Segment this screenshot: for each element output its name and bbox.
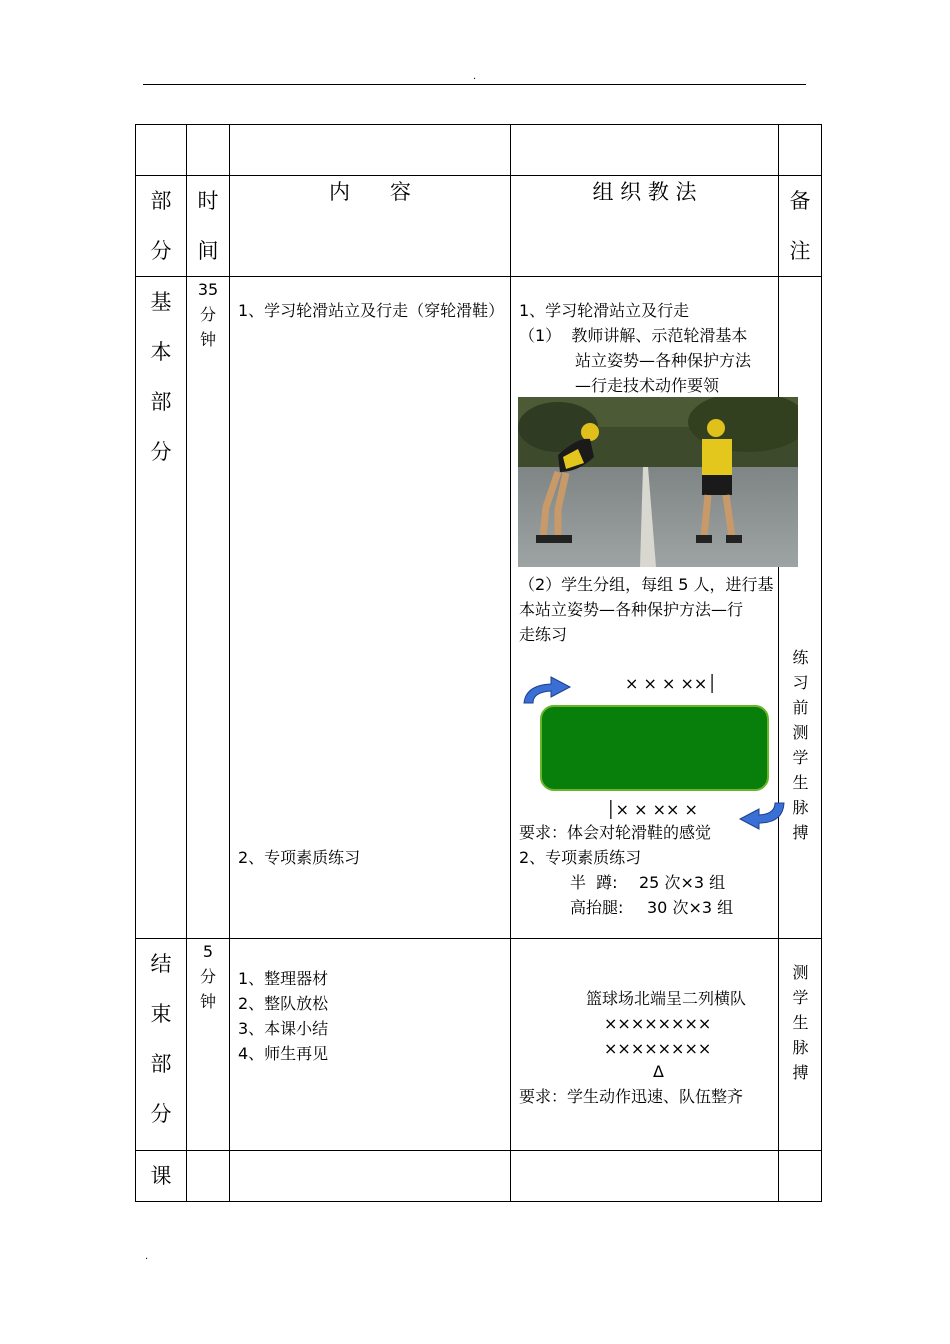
header-part [136, 176, 186, 276]
lesson-plan-table [135, 124, 822, 1202]
basic-time-char: 分 [199, 305, 216, 324]
basic-part-char: 基 [150, 290, 172, 314]
ending-part-char: 结 [150, 952, 172, 976]
drill-1-value: 25 次×3 组 [639, 873, 726, 892]
basic-content-item: 1、学习轮滑站立及行走（穿轮滑鞋） [238, 301, 505, 320]
drill-title: 2、专项素质练习 [519, 848, 642, 867]
last-row [136, 1151, 822, 1202]
note-char: 脉 [792, 1038, 809, 1057]
skaters-photo-drawing [518, 397, 798, 567]
header-time-char: 时 [197, 189, 219, 213]
ending-note-text [779, 960, 822, 1085]
ending-item: 4、师生再见 [238, 1044, 329, 1063]
header-note-char: 注 [789, 239, 811, 263]
basic-time [187, 277, 229, 352]
note-char: 学 [792, 748, 809, 767]
note-char: 练 [792, 648, 809, 667]
basic-part-char: 部 [150, 390, 172, 414]
drill-2-name: 高抬腿: [570, 898, 624, 917]
ending-part-char: 束 [150, 1002, 172, 1026]
empty-top-row [136, 125, 822, 176]
ending-time-char: 钟 [199, 992, 216, 1011]
ending-method-line: 篮球场北端呈二列横队 [586, 989, 747, 1008]
ending-time-char: 分 [199, 967, 216, 986]
teacher-position: Δ [653, 1062, 664, 1081]
header-method: 组 织 教 法 [592, 180, 697, 204]
ending-formation-row: ×××××××× [604, 1039, 712, 1058]
ending-part-char: 分 [150, 1102, 172, 1126]
ending-part-label [136, 939, 186, 1139]
note-char: 生 [792, 1013, 809, 1032]
method-step1-line: —行走技术动作要领 [575, 376, 720, 395]
drill-1-name: 半 蹲: [570, 873, 618, 892]
ending-requirement: 要求：学生动作迅速、队伍整齐 [519, 1087, 744, 1106]
curved-arrow-right-icon [521, 675, 573, 709]
header-part-char: 部 [150, 189, 172, 213]
ending-time-value: 5 [202, 942, 214, 961]
note-char: 脉 [792, 798, 809, 817]
header-rule [143, 84, 806, 85]
header-note-char: 备 [789, 189, 811, 213]
basic-part-char: 分 [150, 440, 172, 464]
header-part-char: 分 [150, 239, 172, 263]
method-step2-line: 本站立姿势—各种保护方法—行 [519, 600, 744, 619]
basic-time-value: 35 [197, 280, 219, 299]
method-step1-line: 站立姿势—各种保护方法 [575, 351, 752, 370]
ending-item: 1、整理器材 [238, 969, 329, 988]
ending-part-char: 部 [150, 1052, 172, 1076]
header-row [136, 176, 822, 277]
basic-section-row [136, 277, 822, 939]
method-step2-line: 走练习 [519, 625, 568, 644]
ending-formation-row: ×××××××× [604, 1014, 712, 1033]
ending-item: 2、整队放松 [238, 994, 329, 1013]
note-char: 习 [792, 673, 809, 692]
header-time-char: 间 [197, 239, 219, 263]
drill-2-value: 30 次×3 组 [647, 898, 734, 917]
header-mark: . [473, 71, 477, 82]
ending-time [187, 939, 229, 1014]
method-step2-line: （2）学生分组，每组 5 人，进行基 [519, 575, 774, 594]
ending-section-row [136, 939, 822, 1151]
note-char: 测 [792, 963, 809, 982]
last-row-part: 课 [150, 1164, 172, 1188]
practice-field [540, 705, 769, 791]
note-char: 搏 [792, 1063, 809, 1082]
basic-content-item: 2、专项素质练习 [238, 848, 361, 867]
formation-bottom-row: │× × ×× × [606, 800, 698, 819]
basic-part-char: 本 [150, 340, 172, 364]
header-time [187, 176, 229, 276]
ending-item: 3、本课小结 [238, 1019, 329, 1038]
skaters-photo [518, 397, 798, 567]
formation-top-row: × × × ××│ [625, 674, 717, 693]
header-content: 内 容 [328, 180, 412, 204]
note-char: 学 [792, 988, 809, 1007]
footer-mark: . [145, 1251, 149, 1262]
method-title: 1、学习轮滑站立及行走 [519, 301, 690, 320]
basic-note-text [779, 645, 822, 845]
note-char: 搏 [792, 823, 809, 842]
header-note [779, 176, 821, 276]
basic-part-label [136, 277, 186, 477]
note-char: 前 [792, 698, 809, 717]
note-char: 生 [792, 773, 809, 792]
method-step1-line: （1） 教师讲解、示范轮滑基本 [519, 326, 748, 345]
basic-time-char: 钟 [199, 330, 216, 349]
note-char: 测 [792, 723, 809, 742]
basic-requirement: 要求：体会对轮滑鞋的感觉 [519, 823, 712, 842]
